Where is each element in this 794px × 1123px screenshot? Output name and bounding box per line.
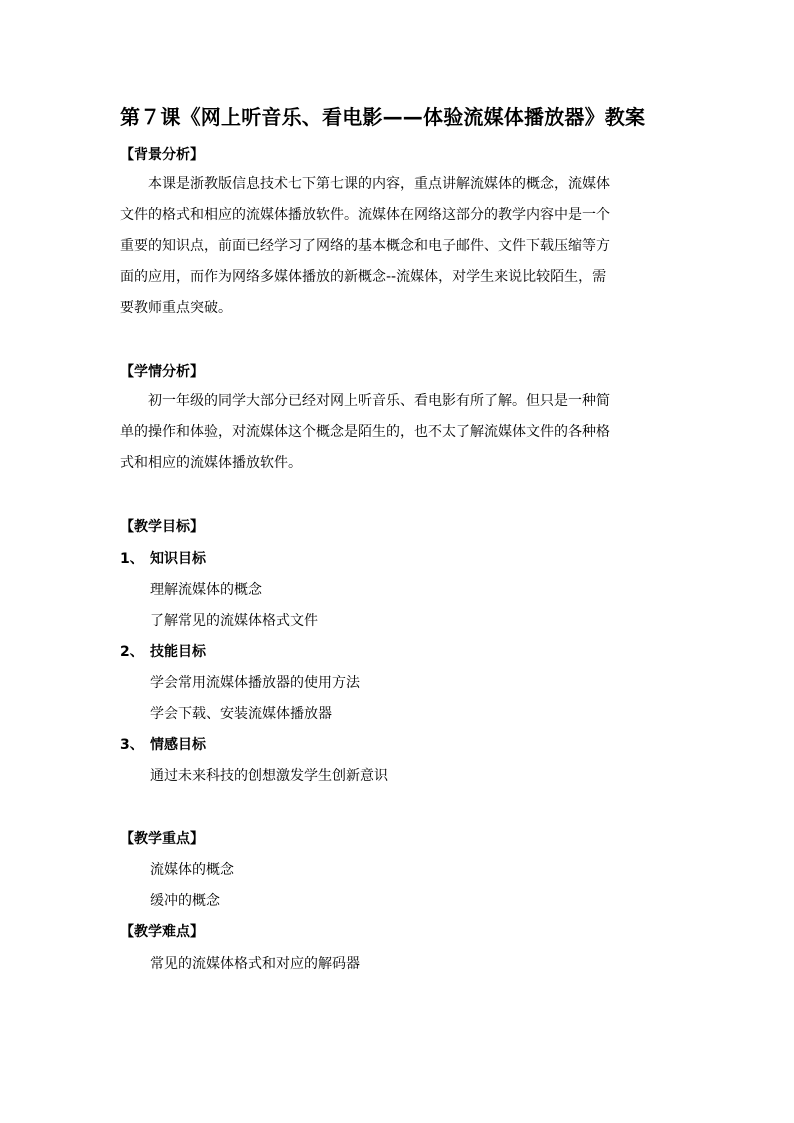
background-heading: 【背景分析】 bbox=[120, 147, 204, 163]
key-point-item: 流媒体的概念 bbox=[150, 862, 234, 878]
goal-group-knowledge bbox=[120, 549, 206, 569]
goal-item: 理解流媒体的概念 bbox=[150, 582, 262, 598]
key-points-heading: 【教学重点】 bbox=[120, 831, 204, 847]
goal-item: 学会常用流媒体播放器的使用方法 bbox=[150, 675, 360, 691]
background-line: 本课是浙教版信息技术七下第七课的内容，重点讲解流媒体的概念，流媒体 bbox=[148, 176, 610, 192]
goal-label: 技能目标 bbox=[150, 644, 206, 660]
goal-number: 3、 bbox=[120, 737, 144, 753]
students-paragraph bbox=[120, 386, 680, 479]
goal-group-emotion bbox=[120, 735, 206, 755]
document-title: 第７课《网上听音乐、看电影——体验流媒体播放器》教案 bbox=[120, 105, 646, 129]
background-line: 重要的知识点，前面已经学习了网络的基本概念和电子邮件、文件下载压缩等方 bbox=[120, 238, 610, 254]
key-point-item: 缓冲的概念 bbox=[150, 893, 220, 909]
background-line: 文件的格式和相应的流媒体播放软件。流媒体在网络这部分的教学内容中是一个 bbox=[120, 207, 610, 223]
background-line: 面的应用，而作为网络多媒体播放的新概念--流媒体，对学生来说比较陌生，需 bbox=[120, 269, 607, 285]
goal-item: 通过未来科技的创想激发学生创新意识 bbox=[150, 768, 388, 784]
students-line: 单的操作和体验，对流媒体这个概念是陌生的，也不太了解流媒体文件的各种格 bbox=[120, 424, 610, 440]
goals-heading: 【教学目标】 bbox=[120, 519, 204, 535]
students-heading: 【学情分析】 bbox=[120, 364, 204, 380]
goal-group-skills bbox=[120, 642, 206, 662]
goal-number: 2、 bbox=[120, 644, 144, 660]
students-line: 式和相应的流媒体播放软件。 bbox=[120, 455, 302, 471]
background-paragraph bbox=[120, 169, 680, 324]
goal-number: 1、 bbox=[120, 551, 144, 567]
difficulties-heading: 【教学难点】 bbox=[120, 924, 204, 940]
difficulty-item: 常见的流媒体格式和对应的解码器 bbox=[150, 956, 360, 972]
goal-item: 了解常见的流媒体格式文件 bbox=[150, 613, 318, 629]
goal-item: 学会下载、安装流媒体播放器 bbox=[150, 706, 332, 722]
students-line: 初一年级的同学大部分已经对网上听音乐、看电影有所了解。但只是一种简 bbox=[148, 393, 610, 409]
goal-label: 知识目标 bbox=[150, 551, 206, 567]
goal-label: 情感目标 bbox=[150, 737, 206, 753]
background-line: 要教师重点突破。 bbox=[120, 300, 232, 316]
